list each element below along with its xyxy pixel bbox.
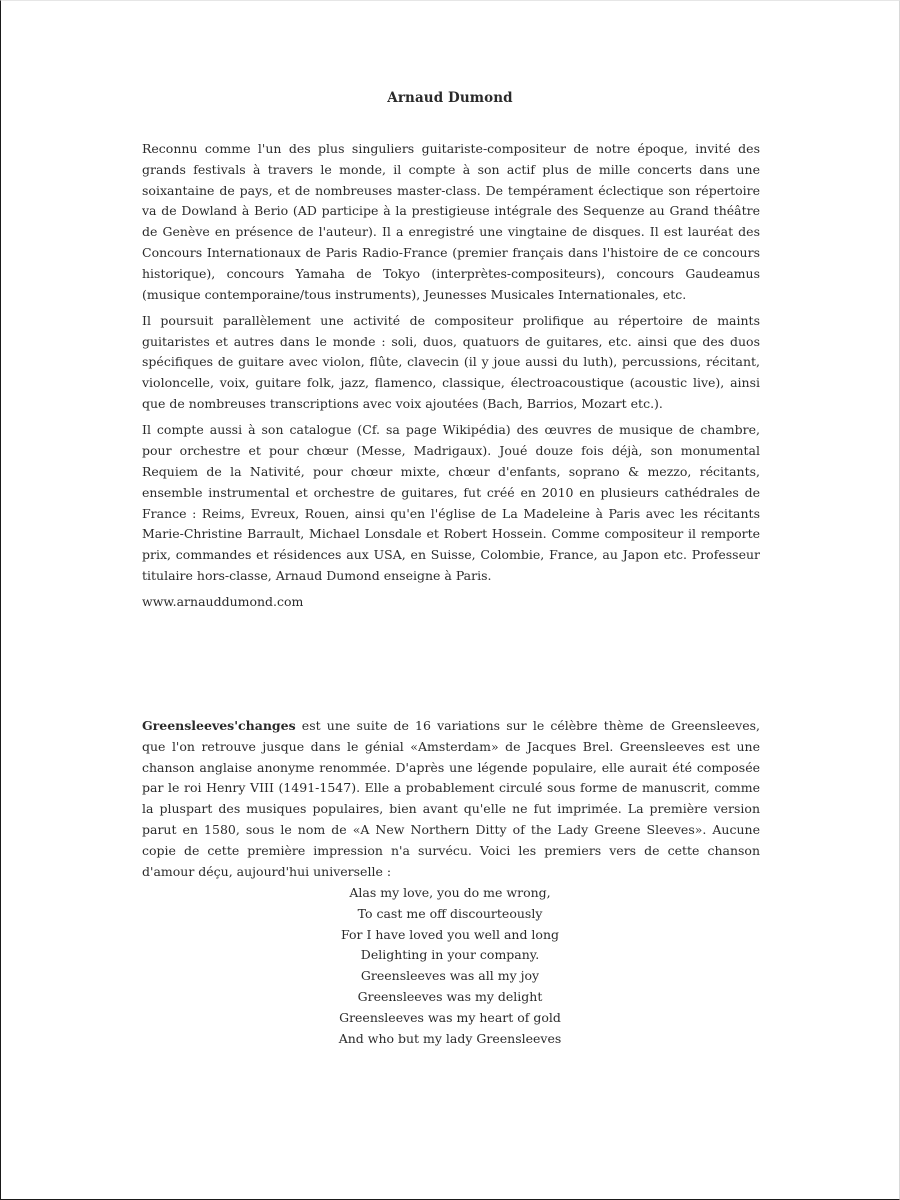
- work-introduction: [142, 716, 760, 882]
- biography-paragraph: Il compte aussi à son catalogue (Cf. sa page Wikipédia) des œuvres de musique de chambre, pour orchestre et pour chœur (Messe, Madrigaux). Joué douze fois déjà, son monumental Requiem de la Nativité, pour chœur mixte, chœur d'enfants, soprano & mezzo, récitants, ensemble instrumental et orchestre de guitares, fut créé en 2010 en plusieurs cathédrales de France : Reims, Evreux, Rouen, ainsi qu'en l'église de La Madeleine à Paris avec les récitants Marie-Christine Barrault, Michael Lonsdale et Robert Hossein. Comme compositeur il remporte prix, commandes et résidences aux USA, en Suisse, Colombie, France, au Japon etc. Professeur titulaire hors-classe, Arnaud Dumond enseigne à Paris.: [142, 422, 760, 583]
- poem-line: And who but my lady Greensleeves: [338, 1030, 562, 1046]
- biography-paragraph: Reconnu comme l'un des plus singuliers guitariste-compositeur de notre époque, invité des grands festivals à travers le monde, il compte à son actif plus de mille concerts dans une soixantaine de pays, et de nombreuses master-class. De tempérament éclectique son répertoire va de Dowland à Berio (AD participe à la prestigieuse intégrale des Sequenze au Grand théâtre de Genève en présence de l'auteur). Il a enregistré une vingtaine de disques. Il est lauréat des Concours Internationaux de Paris Radio-France (premier français dans l'histoire de ce concours historique), concours Yamaha de Tokyo (interprètes-compositeurs), concours Gaudeamus (musique contemporaine/tous instruments), Jeunesses Musicales Internationales, etc.: [142, 141, 760, 302]
- poem-line: Greensleeves was all my joy: [360, 968, 540, 984]
- poem-line: Alas my love, you do me wrong,: [349, 885, 551, 900]
- poem-line: Greensleeves was my delight: [357, 988, 543, 1004]
- poem-verses: [0, 883, 900, 1049]
- poem-line: Delighting in your company.: [360, 947, 540, 963]
- poem-line: For I have loved you well and long: [341, 926, 559, 942]
- poem-line: Greensleeves was my heart of gold: [339, 1009, 561, 1025]
- work-title: Greensleeves'changes: [142, 718, 296, 733]
- biography-title: Arnaud Dumond: [387, 90, 513, 106]
- work-description: est une suite de 16 variations sur le célèbre thème de Greensleeves, que l'on retrouve jusque dans le génial «Amsterdam» de Jacques Brel. Greensleeves est une chanson anglaise anonyme renommée. D'après une légende populaire, elle aurait été composée par le roi Henry VIII (1491-1547). Elle a probablement circulé sous forme de manuscrit, comme la pluspart des musiques populaires, bien avant qu'elle ne fut imprimée. La première version parut en 1580, sous le nom de «A New Northern Ditty of the Lady Greene Sleeves». Aucune copie de cette première impression n'a survécu. Voici les premiers vers de cette chanson d'amour déçu, aujourd'hui universelle :: [142, 718, 760, 879]
- poem-line: To cast me off discourteously: [357, 905, 543, 921]
- biography-text: [142, 139, 760, 619]
- work-paragraph: [142, 716, 760, 882]
- website-link[interactable]: www.arnauddumond.com: [142, 594, 304, 610]
- biography-paragraph: Il poursuit parallèlement une activité de compositeur prolifique au répertoire de maints guitaristes et autres dans le monde : soli, duos, quatuors de guitares, etc. ainsi que des duos spécifiques de guitare avec violon, flûte, clavecin (il y joue aussi du luth), percussions, récitant, violoncelle, voix, guitare folk, jazz, flamenco, classique, électroacoustique (acoustic live), ainsi que de nombreuses transcriptions avec voix ajoutées (Bach, Barrios, Mozart etc.).: [142, 312, 760, 412]
